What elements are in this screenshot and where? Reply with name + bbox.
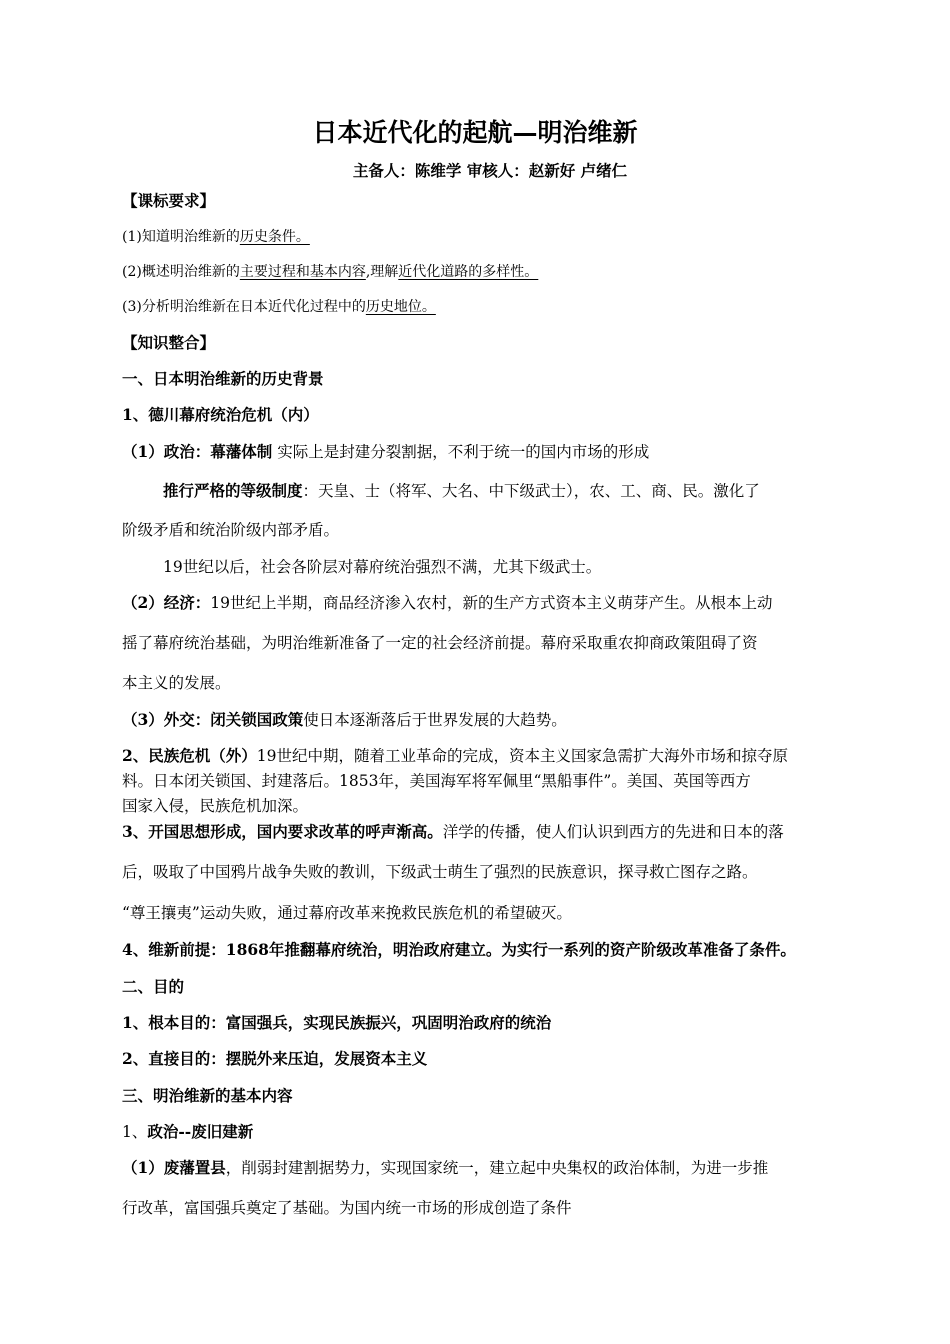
- section-3-heading: 三、明治维新的基本内容: [122, 1086, 293, 1105]
- hierarchy-line: 推行严格的等级制度：天皇、士（将军、大名、中下级武士），农、工、商、民。激化了: [163, 481, 760, 500]
- economy-line-3: 本主义的发展。: [122, 674, 231, 692]
- politics-line: （1）政治：幕藩体制 实际上是封建分裂割据，不利于统一的国内市场的形成: [122, 442, 650, 461]
- section-3-1-heading: 1、政治--废旧建新: [122, 1122, 254, 1141]
- fundamental-goal-line: 1、根本目的：富国强兵，实现民族振兴，巩固明治政府的统治: [122, 1013, 552, 1032]
- opening-thought-line-2: 后，吸取了中国鸦片战争失败的教训，下级武士萌生了强烈的民族意识，探寻救亡图存之路。: [122, 863, 758, 881]
- diplomacy-line: （3）外交：闭关锁国政策使日本逐渐落后于世界发展的大趋势。: [122, 710, 567, 729]
- standards-line-1: (1)知道明治维新的历史条件。: [122, 229, 310, 245]
- national-crisis-line-2: 料。日本闭关锁国、封建落后。1853年，美国海军将军佩里“黑船事件”。美国、英国等西方: [122, 772, 751, 790]
- abolish-domains-line-2: 行改革，富国强兵奠定了基础。为国内统一市场的形成创造了条件: [122, 1199, 572, 1217]
- discontent-line: 19世纪以后，社会各阶层对幕府统治强烈不满，尤其下级武士。: [163, 558, 602, 576]
- hierarchy-line-cont: 阶级矛盾和统治阶级内部矛盾。: [122, 521, 340, 539]
- standards-line-2: (2)概述明治维新的主要过程和基本内容,理解近代化道路的多样性。: [122, 264, 539, 280]
- section-heading-standards: 【课标要求】: [122, 191, 216, 210]
- economy-line-2: 摇了幕府统治基础，为明治维新准备了一定的社会经济前提。幕府采取重农抑商政策阻碍了资: [122, 634, 758, 652]
- opening-thought-line: 3、开国思想形成，国内要求改革的呼声渐高。洋学的传播，使人们认识到西方的先进和日本的落: [122, 822, 784, 841]
- national-crisis-line-3: 国家入侵，民族危机加深。: [122, 797, 309, 815]
- direct-goal-line: 2、直接目的：摆脱外来压迫，发展资本主义: [122, 1049, 428, 1068]
- section-2-heading: 二、目的: [122, 977, 185, 996]
- national-crisis-line: 2、民族危机（外）19世纪中期，随着工业革命的完成，资本主义国家急需扩大海外市场和掠夺原: [122, 746, 789, 765]
- economy-line: （2）经济：19世纪上半期，商品经济渗入农村，新的生产方式资本主义萌芽产生。从根本上动: [122, 593, 773, 612]
- opening-thought-line-3: “尊王攘夷”运动失败，通过幕府改革来挽救民族危机的希望破灭。: [122, 904, 572, 922]
- abolish-domains-line: （1）废藩置县，削弱封建割据势力，实现国家统一，建立起中央集权的政治体制，为进一步推: [122, 1158, 769, 1177]
- document-title: 日本近代化的起航—明治维新: [312, 118, 638, 147]
- section-1-1-heading: 1、德川幕府统治危机（内）: [122, 405, 319, 424]
- document-authors: 主备人：陈维学 审核人：赵新好 卢绪仁: [352, 161, 628, 180]
- restoration-premise-line: 4、维新前提：1868年推翻幕府统治，明治政府建立。为实行一系列的资产阶级改革准备了条件。: [122, 940, 796, 959]
- section-heading-knowledge: 【知识整合】: [122, 333, 216, 352]
- standards-line-3: (3)分析明治维新在日本近代化过程中的历史地位。: [122, 299, 436, 315]
- section-1-heading: 一、日本明治维新的历史背景: [122, 369, 324, 388]
